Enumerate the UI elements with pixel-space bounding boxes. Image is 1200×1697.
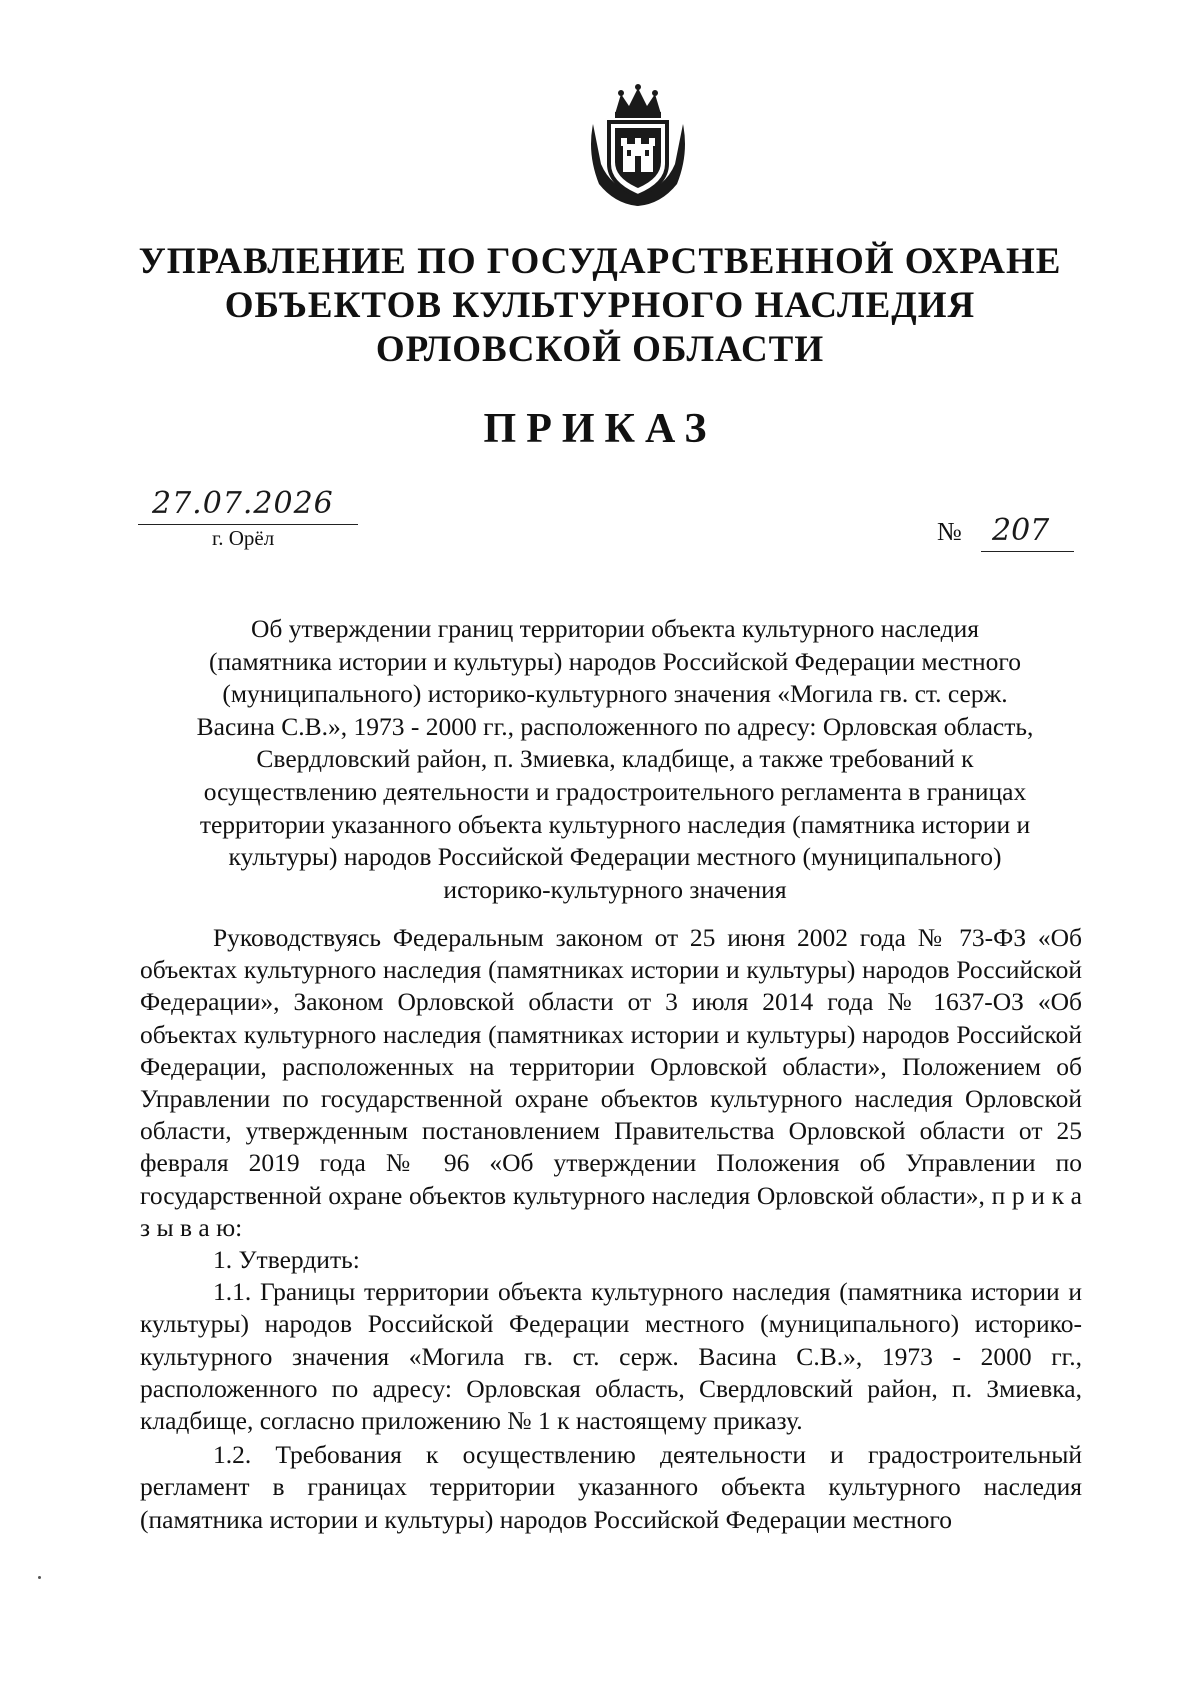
subject-line: историко-культурного значения bbox=[443, 874, 787, 904]
subject-line: (памятника истории и культуры) народов Российской Федерации местного bbox=[208, 646, 1021, 676]
subject-line: Васина С.В.», 1973 - 2000 гг., расположенного по адресу: Орловская область, bbox=[196, 711, 1034, 741]
item-1-2-paragraph: 1.2. Требования к осуществлению деятельности и градостроительный регламент в границах территории указанного объекта культурного наследия (памятника истории и культуры) народов Российской Федерации местного bbox=[140, 1440, 1082, 1534]
agency-name-line-1: УПРАВЛЕНИЕ ПО ГОСУДАРСТВЕННОЙ ОХРАНЕ bbox=[138, 241, 1062, 282]
order-body bbox=[140, 922, 1082, 1536]
order-subject bbox=[150, 613, 1080, 906]
subject-line: Об утверждении границ территории объекта культурного наследия bbox=[250, 614, 980, 643]
city-label: г. Орёл bbox=[212, 526, 275, 550]
subject-line: Свердловский район, п. Змиевка, кладбище, а также требований к bbox=[256, 744, 974, 774]
preamble-paragraph: Руководствуясь Федеральным законом от 25 июня 2002 года № 73-ФЗ «Об объектах культурного наследия (памятниках истории и культуры) народов Российской Федерации», Законом Орловской области от 3 июля 2014 года № 1637-ОЗ «Об объектах культурного наследия (памятниках истории и культуры) народов Российской Федерации, расположенных на территории Орловской области», Положением об Управлении по государственной охране объектов культурного наследия Орловской области, утвержденным постановлением Правительства Орловской области от 25 февраля 2019 года № 96 «Об утверждении Положения об Управлении по государственной охране объектов культурного наследия Орловской области», п р и к а з ы в а ю: bbox=[140, 923, 1082, 1242]
agency-name bbox=[120, 240, 1080, 372]
date-underline bbox=[138, 524, 358, 525]
subject-line: осуществлению деятельности и градостроительного регламента в границах bbox=[203, 776, 1027, 806]
agency-name-line-3: ОРЛОВСКОЙ ОБЛАСТИ bbox=[375, 329, 825, 370]
item-1-1-paragraph: 1.1. Границы территории объекта культурного наследия (памятника истории и культуры) народов Российской Федерации местного (муниципального) историко-культурного значения «Могила гв. ст. серж. Васина С.В.», 1973 - 2000 гг., расположенного по адресу: Орловская область, Свердловский район, п. Змиевка, кладбище, согласно приложению № 1 к настоящему приказу. bbox=[140, 1277, 1082, 1436]
number-underline bbox=[981, 551, 1074, 552]
coat-of-arms-emblem bbox=[585, 84, 691, 208]
handwritten-order-number: 207 bbox=[992, 513, 1050, 548]
document-type-title: ПРИКАЗ bbox=[483, 406, 717, 452]
handwritten-date: 27.07.2026 bbox=[152, 486, 334, 521]
scan-artifact-dot bbox=[38, 1576, 41, 1579]
subject-line: культуры) народов Российской Федерации местного (муниципального) bbox=[228, 842, 1002, 872]
subject-line: территории указанного объекта культурного наследия (памятника истории и bbox=[199, 809, 1031, 839]
item-1-paragraph: 1. Утвердить: bbox=[213, 1245, 360, 1275]
subject-line: (муниципального) историко-культурного значения «Могила гв. ст. серж. bbox=[222, 679, 1008, 709]
agency-name-line-2: ОБЪЕКТОВ КУЛЬТУРНОГО НАСЛЕДИЯ bbox=[224, 285, 976, 326]
order-number-label: № bbox=[937, 517, 962, 546]
